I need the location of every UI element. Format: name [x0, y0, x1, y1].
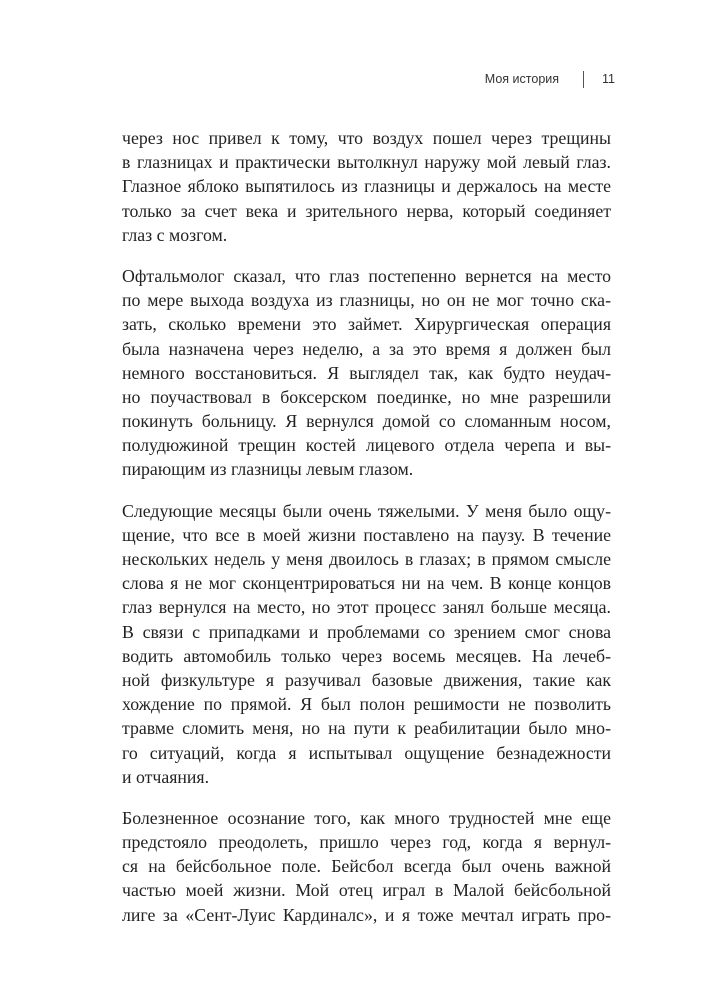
text-line: травме сломить меня, но на пути к реабилитации было мно-: [122, 718, 611, 739]
text-line: Болезненное осознание того, как много трудностей мне еще: [122, 807, 611, 828]
text-line: пирающим из глазницы левым глазом.: [122, 459, 414, 480]
text-line: полудюжиной трещин костей лицевого отдела черепа и вы-: [122, 435, 611, 456]
page-number: 11: [602, 72, 615, 86]
text-line: слова я не мог сконцентрироваться ни на чем. В конце концов: [122, 573, 611, 594]
text-line: хождение по прямой. Я был полон решимости не позволить: [122, 694, 611, 715]
text-line: немного восстановиться. Я выглядел так, как будто неудач-: [122, 362, 611, 383]
text-line: нескольких недель у меня двоилось в глазах; в прямом смысле: [122, 549, 611, 569]
paragraph: [122, 264, 611, 482]
text-line: предстояло преодолеть, пришло через год, когда я вернул-: [122, 832, 611, 853]
text-line: глаз вернулся на место, но этот процесс занял больше месяца.: [122, 597, 611, 618]
paragraph: [122, 806, 611, 927]
text-line: по мере выхода воздуха из глазницы, но он не мог точно ска-: [122, 290, 611, 311]
text-line: в глазницах и практически вытолкнул наружу мой левый глаз.: [122, 152, 611, 173]
text-line: только за счет века и зрительного нерва, который соединяет: [122, 200, 611, 221]
text-line: лиге за «Сент-Луис Кардиналс», и я тоже мечтал играть про-: [122, 904, 611, 925]
text-line: водить автомобиль только через восемь месяцев. На лечеб-: [122, 645, 611, 666]
text-line: зать, сколько времени это займет. Хирургическая операция: [122, 314, 611, 335]
text-line: но поучаствовал в боксерском поединке, но мне разрешили: [122, 386, 611, 407]
running-head: [485, 69, 615, 89]
chapter-title: Моя история: [484, 72, 560, 86]
text-line: Следующие месяцы были очень тяжелыми. У меня было ощу-: [122, 500, 611, 521]
text-line: Глазное яблоко выпятилось из глазницы и держалось на месте: [122, 176, 611, 197]
header-divider: [583, 71, 584, 88]
text-line: покинуть больницу. Я вернулся домой со сломанным носом,: [122, 411, 611, 432]
text-line: ной физкультуре я разучивал базовые движения, такие как: [122, 669, 611, 690]
text-line: через нос привел к тому, что воздух пошел через трещины: [122, 128, 611, 148]
text-line: Офтальмолог сказал, что глаз постепенно вернется на место: [122, 265, 611, 286]
text-line: глаз с мозгом.: [122, 224, 228, 245]
text-line: ся на бейсбольное поле. Бейсбол всегда был очень важной: [122, 856, 611, 877]
text-line: щение, что все в моей жизни поставлено на паузу. В течение: [122, 524, 611, 545]
text-line: и отчаяния.: [122, 766, 210, 787]
paragraph: [122, 126, 611, 247]
text-line: частью моей жизни. Мой отец играл в Малой бейсбольной: [122, 880, 611, 901]
paragraph: [122, 499, 611, 789]
text-line: В связи с припадками и проблемами со зрением смог снова: [122, 621, 611, 642]
body-text: [122, 126, 611, 944]
text-line: го ситуаций, когда я испытывал ощущение безнадежности: [122, 742, 611, 763]
text-line: была назначена через неделю, а за это время я должен был: [122, 338, 611, 359]
